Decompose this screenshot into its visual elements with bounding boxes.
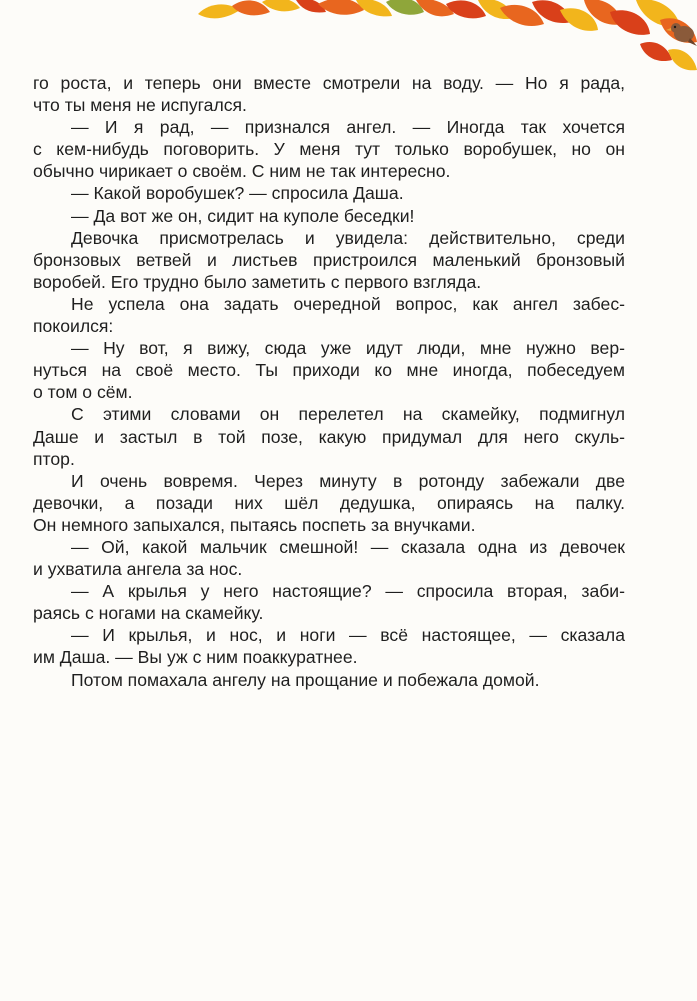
story-line: — И крылья, и нос, и ноги — всё настоящее, — сказала [71,625,625,646]
story-text [33,72,625,691]
story-line: го роста, и теперь они вместе смотрели на воду. — Но я рада, [33,73,625,93]
story-line: им Даша. — Вы уж с ним поаккуратнее. [33,647,358,668]
story-line: — Какой воробушек? — спросила Даша. [71,183,404,204]
story-line: — Да вот же он, сидит на куполе беседки! [71,205,415,226]
story-line: — Ой, какой мальчик смешной! — сказала одна из девочек [71,536,625,557]
story-line: и ухватила ангела за нос. [33,559,243,580]
story-line: — И я рад, — признался ангел. — Иногда так хочется [71,117,625,138]
story-line: Даше и застыл в той позе, какую придумал для него скуль- [33,426,625,447]
story-line: девочки, а позади них шёл дедушка, опираясь на палку. [33,492,625,513]
story-line: что ты меня не испугался. [33,95,247,116]
story-line: раясь с ногами на скамейку. [33,603,264,624]
story-line: нуться на своё место. Ты приходи ко мне иногда, побеседуем [33,360,625,381]
story-line: И очень вовремя. Через минуту в ротонду забежали две [71,470,625,491]
story-line: — Ну вот, я вижу, сюда уже идут люди, мне нужно вер- [71,338,625,359]
story-line: покоился: [33,316,114,337]
story-line: Он немного запыхался, пытаясь поспеть за внучками. [33,514,476,535]
story-line: Девочка присмотрелась и увидела: действительно, среди [71,227,625,248]
story-line: с кем-нибудь поговорить. У меня тут только воробушек, но он [33,139,625,160]
story-line: обычно чирикает о своём. С ним не так интересно. [33,161,451,182]
story-line: птор. [33,448,75,469]
autumn-leaves-icon [0,0,697,80]
story-line: Потом помахала ангелу на прощание и побежала домой. [71,669,540,690]
story-line: о том о сём. [33,382,133,403]
story-line: Не успела она задать очередной вопрос, как ангел забес- [71,293,625,314]
story-line: — А крылья у него настоящие? — спросила вторая, заби- [71,581,625,602]
story-line: бронзовых ветвей и листьев пристроился маленький бронзовый [33,249,625,270]
story-line: воробей. Его трудно было заметить с первого взгляда. [33,271,482,292]
story-line: С этими словами он перелетел на скамейку, подмигнул [71,404,625,425]
leaf-cluster [198,0,697,70]
